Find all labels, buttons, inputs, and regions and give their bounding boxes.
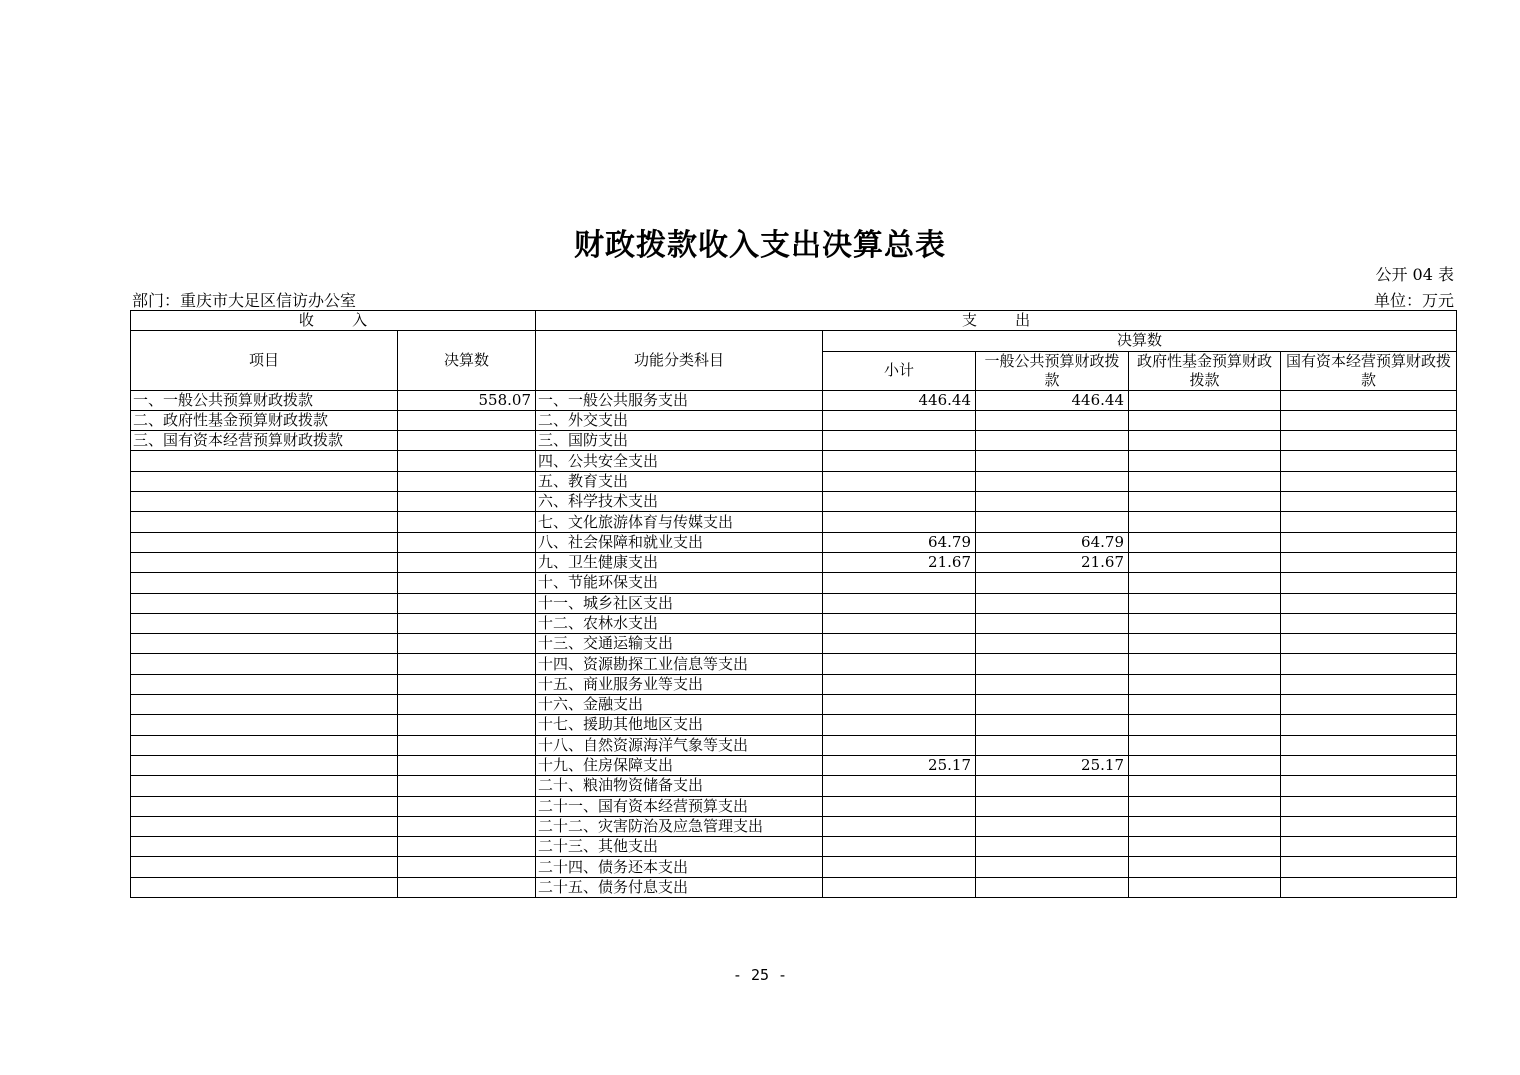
general-public-cell — [976, 573, 1129, 593]
general-public-cell — [976, 735, 1129, 755]
income-item-cell — [131, 532, 398, 552]
table-row — [131, 796, 1457, 816]
unit-label: 单位：万元 — [1373, 291, 1454, 310]
expense-item-cell: 十四、资源勘探工业信息等支出 — [536, 654, 823, 674]
general-public-cell — [976, 877, 1129, 897]
general-public-cell — [976, 776, 1129, 796]
report-table — [130, 310, 1457, 898]
expense-item-cell: 三、国防支出 — [536, 431, 823, 451]
income-item-cell: 二、政府性基金预算财政拨款 — [131, 410, 398, 430]
subtotal-cell — [823, 837, 976, 857]
income-item-cell — [131, 634, 398, 654]
subtotal-cell — [823, 877, 976, 897]
state-capital-cell — [1281, 634, 1457, 654]
table-row — [131, 755, 1457, 775]
expense-item-cell: 二十四、债务还本支出 — [536, 857, 823, 877]
gov-fund-cell — [1129, 573, 1281, 593]
state-capital-cell — [1281, 410, 1457, 430]
general-public-cell: 25.17 — [976, 755, 1129, 775]
state-capital-cell — [1281, 431, 1457, 451]
income-item-cell: 三、国有资本经营预算财政拨款 — [131, 431, 398, 451]
state-capital-cell — [1281, 512, 1457, 532]
subtotal-cell: 64.79 — [823, 532, 976, 552]
expense-item-cell: 五、教育支出 — [536, 471, 823, 491]
state-capital-cell — [1281, 654, 1457, 674]
state-capital-cell — [1281, 492, 1457, 512]
final-amount-header: 决算数 — [398, 331, 536, 390]
expense-item-cell: 十七、援助其他地区支出 — [536, 715, 823, 735]
income-amount-cell — [398, 532, 536, 552]
income-item-cell — [131, 877, 398, 897]
gov-fund-cell — [1129, 593, 1281, 613]
expense-item-cell: 一、一般公共服务支出 — [536, 390, 823, 410]
income-amount-cell — [398, 674, 536, 694]
income-item-cell — [131, 613, 398, 633]
table-row — [131, 715, 1457, 735]
table-row — [131, 674, 1457, 694]
gov-fund-cell — [1129, 877, 1281, 897]
income-item-cell — [131, 674, 398, 694]
table-row — [131, 837, 1457, 857]
expense-item-cell: 十、节能环保支出 — [536, 573, 823, 593]
table-row — [131, 532, 1457, 552]
subtotal-cell: 25.17 — [823, 755, 976, 775]
expense-item-cell: 七、文化旅游体育与传媒支出 — [536, 512, 823, 532]
income-item-cell — [131, 796, 398, 816]
subtotal-cell — [823, 573, 976, 593]
income-amount-cell — [398, 552, 536, 572]
income-amount-cell — [398, 735, 536, 755]
gov-fund-cell — [1129, 816, 1281, 836]
subtotal-cell — [823, 695, 976, 715]
gov-fund-cell — [1129, 512, 1281, 532]
subtotal-cell — [823, 492, 976, 512]
gov-fund-cell — [1129, 431, 1281, 451]
gov-fund-cell — [1129, 654, 1281, 674]
gov-fund-cell — [1129, 552, 1281, 572]
table-row — [131, 512, 1457, 532]
income-item-cell — [131, 471, 398, 491]
table-row — [131, 857, 1457, 877]
expense-item-cell: 十三、交通运输支出 — [536, 634, 823, 654]
table-row — [131, 735, 1457, 755]
gov-fund-cell — [1129, 674, 1281, 694]
income-amount-cell — [398, 593, 536, 613]
subtotal-cell — [823, 857, 976, 877]
expense-item-cell: 二十、粮油物资储备支出 — [536, 776, 823, 796]
income-item-cell — [131, 451, 398, 471]
gov-fund-cell — [1129, 492, 1281, 512]
state-capital-cell — [1281, 877, 1457, 897]
general-public-cell: 446.44 — [976, 390, 1129, 410]
table-row — [131, 695, 1457, 715]
subtotal-cell — [823, 512, 976, 532]
general-public-cell: 21.67 — [976, 552, 1129, 572]
state-capital-cell — [1281, 776, 1457, 796]
state-capital-cell — [1281, 674, 1457, 694]
gov-fund-cell — [1129, 857, 1281, 877]
state-capital-cell — [1281, 755, 1457, 775]
income-amount-cell — [398, 654, 536, 674]
income-amount-cell — [398, 451, 536, 471]
general-public-cell — [976, 492, 1129, 512]
income-amount-cell — [398, 755, 536, 775]
header-row-2 — [131, 331, 1457, 351]
table-row — [131, 776, 1457, 796]
department-label: 部门：重庆市大足区信访办公室 — [132, 291, 357, 310]
gov-fund-cell — [1129, 695, 1281, 715]
subtotal-cell — [823, 613, 976, 633]
income-item-cell — [131, 573, 398, 593]
income-item-cell — [131, 755, 398, 775]
table-row — [131, 634, 1457, 654]
income-item-cell — [131, 512, 398, 532]
form-number: 公开 04 表 — [1375, 265, 1454, 284]
header-row-1 — [131, 311, 1457, 331]
table-row — [131, 552, 1457, 572]
income-amount-cell — [398, 512, 536, 532]
expense-item-cell: 四、公共安全支出 — [536, 451, 823, 471]
income-amount-cell — [398, 776, 536, 796]
state-capital-cell — [1281, 613, 1457, 633]
gov-fund-cell — [1129, 837, 1281, 857]
income-amount-cell — [398, 410, 536, 430]
expense-item-cell: 十五、商业服务业等支出 — [536, 674, 823, 694]
income-amount-cell — [398, 715, 536, 735]
income-item-cell — [131, 735, 398, 755]
subtotal-cell — [823, 715, 976, 735]
income-item-cell — [131, 492, 398, 512]
expense-item-cell: 二十五、债务付息支出 — [536, 877, 823, 897]
table-row — [131, 492, 1457, 512]
income-amount-cell — [398, 573, 536, 593]
expense-item-cell: 十六、金融支出 — [536, 695, 823, 715]
income-item-cell — [131, 837, 398, 857]
general-public-cell — [976, 431, 1129, 451]
subtotal-cell — [823, 593, 976, 613]
table-row — [131, 613, 1457, 633]
expense-item-cell: 十九、住房保障支出 — [536, 755, 823, 775]
subtotal-cell: 446.44 — [823, 390, 976, 410]
general-public-cell — [976, 654, 1129, 674]
table-row — [131, 431, 1457, 451]
general-public-cell — [976, 634, 1129, 654]
gov-fund-cell — [1129, 451, 1281, 471]
income-item-cell — [131, 776, 398, 796]
expense-item-cell: 二十三、其他支出 — [536, 837, 823, 857]
subtotal-cell — [823, 654, 976, 674]
subtotal-cell — [823, 431, 976, 451]
income-amount-cell — [398, 471, 536, 491]
income-item-cell — [131, 715, 398, 735]
gov-fund-cell — [1129, 715, 1281, 735]
income-item-cell — [131, 857, 398, 877]
table-row — [131, 451, 1457, 471]
general-public-cell — [976, 796, 1129, 816]
state-capital-cell — [1281, 837, 1457, 857]
general-public-cell — [976, 512, 1129, 532]
state-capital-cell — [1281, 573, 1457, 593]
gov-fund-cell — [1129, 410, 1281, 430]
state-capital-cell — [1281, 593, 1457, 613]
income-amount-cell — [398, 695, 536, 715]
income-item-cell — [131, 816, 398, 836]
table-row — [131, 877, 1457, 897]
expense-header: 支 出 — [536, 311, 1457, 331]
subtotal-cell — [823, 816, 976, 836]
state-capital-cell — [1281, 471, 1457, 491]
income-header: 收 入 — [131, 311, 536, 331]
gov-fund-cell — [1129, 735, 1281, 755]
expense-item-cell: 二十二、灾害防治及应急管理支出 — [536, 816, 823, 836]
general-public-header: 一般公共预算财政拨款 — [976, 351, 1129, 390]
gov-fund-cell — [1129, 755, 1281, 775]
table-row — [131, 390, 1457, 410]
income-amount-cell — [398, 877, 536, 897]
gov-fund-cell — [1129, 776, 1281, 796]
subtotal-header: 小计 — [823, 351, 976, 390]
gov-fund-cell — [1129, 634, 1281, 654]
function-subject-header: 功能分类科目 — [536, 331, 823, 390]
general-public-cell — [976, 410, 1129, 430]
subtotal-cell — [823, 674, 976, 694]
item-header: 项目 — [131, 331, 398, 390]
gov-fund-cell — [1129, 532, 1281, 552]
table-row — [131, 654, 1457, 674]
general-public-cell: 64.79 — [976, 532, 1129, 552]
page-number: - 25 - — [732, 966, 788, 984]
income-item-cell: 一、一般公共预算财政拨款 — [131, 390, 398, 410]
income-amount-cell — [398, 796, 536, 816]
expense-item-cell: 十八、自然资源海洋气象等支出 — [536, 735, 823, 755]
income-item-cell — [131, 552, 398, 572]
general-public-cell — [976, 715, 1129, 735]
income-amount-cell — [398, 816, 536, 836]
table-row — [131, 573, 1457, 593]
income-amount-cell: 558.07 — [398, 390, 536, 410]
general-public-cell — [976, 816, 1129, 836]
state-capital-cell — [1281, 552, 1457, 572]
expense-item-cell: 九、卫生健康支出 — [536, 552, 823, 572]
income-item-cell — [131, 593, 398, 613]
subtotal-cell — [823, 410, 976, 430]
expense-item-cell: 八、社会保障和就业支出 — [536, 532, 823, 552]
state-capital-cell — [1281, 796, 1457, 816]
page-title: 财政拨款收入支出决算总表 — [574, 228, 946, 263]
general-public-cell — [976, 451, 1129, 471]
state-capital-cell — [1281, 451, 1457, 471]
expense-item-cell: 十一、城乡社区支出 — [536, 593, 823, 613]
general-public-cell — [976, 613, 1129, 633]
expense-item-cell: 十二、农林水支出 — [536, 613, 823, 633]
table-row — [131, 816, 1457, 836]
income-amount-cell — [398, 837, 536, 857]
gov-fund-cell — [1129, 390, 1281, 410]
expense-item-cell: 二、外交支出 — [536, 410, 823, 430]
state-capital-cell — [1281, 532, 1457, 552]
expense-item-cell: 二十一、国有资本经营预算支出 — [536, 796, 823, 816]
income-amount-cell — [398, 857, 536, 877]
table-row — [131, 410, 1457, 430]
subtotal-cell — [823, 735, 976, 755]
general-public-cell — [976, 674, 1129, 694]
state-capital-cell — [1281, 390, 1457, 410]
subtotal-cell — [823, 451, 976, 471]
general-public-cell — [976, 837, 1129, 857]
income-amount-cell — [398, 492, 536, 512]
table-row — [131, 471, 1457, 491]
gov-fund-cell — [1129, 613, 1281, 633]
final-amount-group-header: 决算数 — [823, 331, 1457, 351]
income-item-cell — [131, 695, 398, 715]
state-capital-header: 国有资本经营预算财政拨款 — [1281, 351, 1457, 390]
state-capital-cell — [1281, 857, 1457, 877]
state-capital-cell — [1281, 735, 1457, 755]
subtotal-cell — [823, 796, 976, 816]
gov-fund-header: 政府性基金预算财政拨款 — [1129, 351, 1281, 390]
subtotal-cell — [823, 634, 976, 654]
subtotal-cell: 21.67 — [823, 552, 976, 572]
income-item-cell — [131, 654, 398, 674]
table-row — [131, 593, 1457, 613]
income-amount-cell — [398, 431, 536, 451]
general-public-cell — [976, 695, 1129, 715]
state-capital-cell — [1281, 715, 1457, 735]
subtotal-cell — [823, 776, 976, 796]
general-public-cell — [976, 471, 1129, 491]
general-public-cell — [976, 593, 1129, 613]
state-capital-cell — [1281, 816, 1457, 836]
income-amount-cell — [398, 613, 536, 633]
income-amount-cell — [398, 634, 536, 654]
gov-fund-cell — [1129, 471, 1281, 491]
state-capital-cell — [1281, 695, 1457, 715]
subtotal-cell — [823, 471, 976, 491]
expense-item-cell: 六、科学技术支出 — [536, 492, 823, 512]
gov-fund-cell — [1129, 796, 1281, 816]
general-public-cell — [976, 857, 1129, 877]
